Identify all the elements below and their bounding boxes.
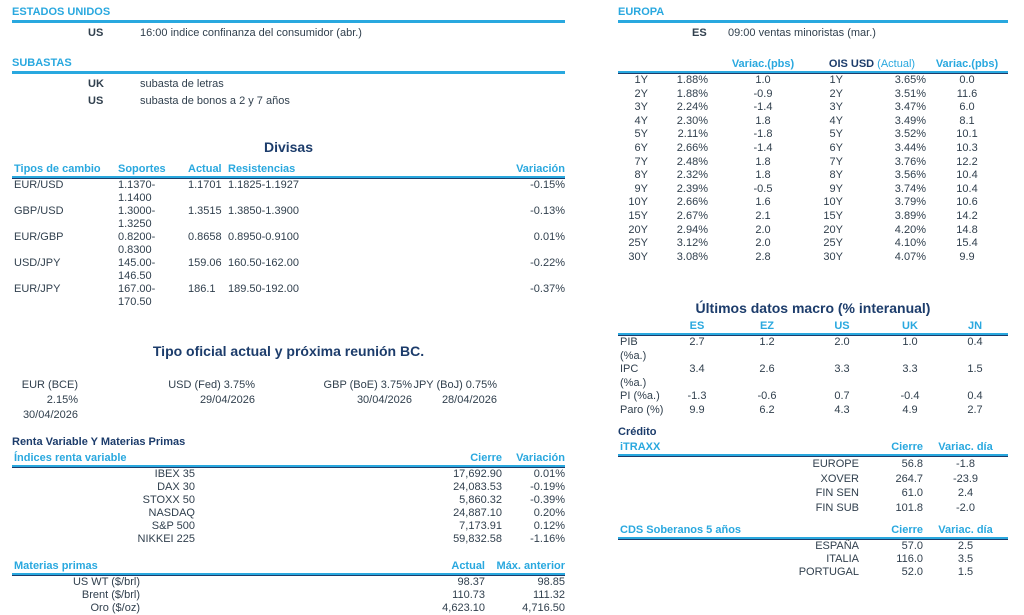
cell: 3.56% (894, 169, 926, 182)
cell: 1.1701 (188, 179, 222, 191)
column-header: Variac. día (938, 524, 993, 537)
bc-label: EUR (BCE) 2.15% (21, 379, 78, 406)
cell: 2.39% (676, 182, 708, 195)
left-column (12, 0, 565, 615)
cell: 98.85 (537, 576, 565, 588)
cell: 4.20% (894, 223, 926, 236)
event-text: 09:00 ventas minoristas (mar.) (728, 27, 876, 39)
cell: NASDAQ (148, 507, 195, 519)
bc-title: Tipo oficial actual y próxima reunión BC. (152, 343, 425, 359)
cell: -0.15% (530, 179, 565, 191)
section-title-subastas: SUBASTAS (12, 57, 72, 69)
cell: FIN SEN (815, 487, 859, 500)
cell: 186.1 (188, 283, 216, 295)
cell: 4.3 (834, 403, 850, 416)
region-label: US (88, 95, 104, 107)
cell: 2.32% (676, 169, 708, 182)
cell: 2.66% (676, 141, 708, 154)
cell: 24,887.10 (453, 507, 502, 519)
cell: 9Y (634, 182, 648, 195)
cell: 1.0 (902, 336, 918, 349)
cell: 3.44% (894, 141, 926, 154)
cell: 264.7 (895, 472, 923, 485)
cell: 10Y (823, 196, 843, 209)
macro-header-row (618, 320, 1008, 333)
cell: 3.5 (957, 553, 974, 566)
bc-row (12, 378, 565, 421)
column-header: Variac.(pbs) (731, 58, 795, 70)
cell: -0.22% (530, 257, 565, 269)
cell: 8Y (634, 169, 648, 182)
table-row (618, 237, 1008, 251)
cell: 5Y (829, 128, 843, 141)
cell: 145.00-146.50 (118, 257, 156, 282)
cell: -1.8 (753, 128, 773, 141)
cell: 2.0 (755, 237, 771, 250)
table-row (12, 283, 565, 309)
cell: 11.6 (956, 87, 978, 100)
event-text: 16:00 indice confinanza del consumidor (abr.) (140, 27, 362, 39)
cell: 2.7 (967, 403, 983, 416)
column-header: Soportes (118, 163, 166, 175)
cell: 3.89% (894, 209, 926, 222)
cell: 30Y (823, 250, 843, 263)
cell: 59,832.58 (453, 533, 502, 545)
cell: -0.13% (530, 205, 565, 217)
cell: 1.88% (676, 74, 708, 86)
table-row (12, 589, 565, 602)
cell: 0.4 (967, 336, 983, 349)
cell: 1.3850-1.3900 (228, 205, 299, 217)
cell: 1.88% (676, 87, 708, 100)
cell: 3.76% (894, 155, 926, 168)
spacer (618, 320, 666, 333)
cell: -2.0 (956, 501, 975, 514)
column-header: Actual (188, 163, 222, 175)
spacer (618, 58, 708, 71)
cell: 0.4 (967, 390, 983, 403)
column-header: Cierre (891, 524, 923, 537)
column-header: Variac.(pbs) (935, 58, 999, 70)
cell: 1Y (634, 74, 648, 86)
cell: 3Y (829, 101, 843, 114)
cell: XOVER (820, 472, 859, 485)
materias-primas-header-row (12, 560, 565, 573)
table-row (618, 390, 1008, 404)
cell: 10.4 (956, 182, 978, 195)
agenda-row (12, 78, 565, 91)
cell: 0.01% (533, 468, 565, 480)
cell: Oro ($/oz) (90, 602, 140, 614)
cell: 1.6 (755, 196, 771, 209)
column-header: Máx. anterior (496, 560, 565, 572)
table-row (618, 101, 1008, 115)
column-header: Cierre (891, 441, 923, 454)
cell: 15Y (628, 209, 648, 222)
cell: 2.0 (755, 223, 771, 236)
cell: 3.47% (894, 101, 926, 114)
cell: 159.06 (188, 257, 222, 269)
bc-label: JPY (BoJ) 0.75% (413, 379, 497, 391)
event-text: subasta de letras (140, 78, 224, 90)
table-row (618, 553, 1008, 566)
column-header: CDS Soberanos 5 años (620, 524, 742, 537)
column-header: ES (689, 320, 705, 333)
cell: -1.4 (753, 141, 773, 154)
cell: Brent ($/brl) (81, 589, 140, 601)
cell: ITALIA (826, 553, 859, 566)
row-label: Paro (%) (620, 403, 664, 416)
table-row (618, 501, 1008, 516)
cell: 3.49% (894, 114, 926, 127)
cell: 15Y (823, 209, 843, 222)
cell: 2.4 (957, 487, 974, 500)
bc-item (12, 378, 78, 423)
cell: 8.1 (959, 114, 975, 127)
cell: EUR/JPY (14, 283, 61, 295)
cell: 4.07% (894, 250, 926, 263)
cell: 8Y (829, 169, 843, 182)
cell: 25Y (628, 237, 648, 250)
cell: 3.79% (894, 196, 926, 209)
cell: 116.0 (896, 553, 923, 566)
cell: S&P 500 (151, 520, 195, 532)
cell: 2.66% (676, 196, 708, 209)
cell: 1Y (829, 74, 843, 86)
cell: 0.8950-0.9100 (228, 231, 299, 243)
cell: EUROPE (812, 458, 859, 471)
cell: -1.3 (687, 390, 707, 403)
cell: 1.1825-1.1927 (228, 179, 299, 191)
cell: IBEX 35 (154, 468, 195, 480)
column-header: Índices renta variable (14, 452, 127, 464)
cell: -1.16% (530, 533, 565, 545)
table-row (618, 363, 1008, 390)
cell: 98.37 (457, 576, 485, 588)
cell: GBP/USD (14, 205, 64, 217)
cell: 3.52% (894, 128, 926, 141)
cell: EUR/USD (14, 179, 64, 191)
table-row (12, 179, 565, 205)
cell: -1.4 (753, 101, 773, 114)
cell: 10.3 (956, 141, 978, 154)
cell: 10.6 (956, 196, 978, 209)
macro-title: Últimos datos macro (% interanual) (695, 300, 931, 317)
row-label: PI (%a.) (620, 390, 660, 403)
table-row (618, 566, 1008, 579)
cell: 167.00-170.50 (118, 283, 156, 308)
cell: -0.37% (530, 283, 565, 295)
column-header: UK (902, 320, 918, 333)
column-header: US (834, 320, 850, 333)
cell: 3.12% (676, 237, 708, 250)
cell: 2.7 (689, 336, 705, 349)
table-row (12, 257, 565, 283)
ois-actual-label: (Actual) (874, 58, 916, 70)
cell: 4,716.50 (522, 602, 565, 614)
cell: 2.48% (676, 155, 708, 168)
cell: 2.94% (676, 223, 708, 236)
cell: 9Y (829, 182, 843, 195)
divider (12, 71, 565, 74)
renta-variable-header-row (12, 452, 565, 465)
section-title-europa: EUROPA (618, 6, 665, 18)
cell: 6Y (829, 141, 843, 154)
credito-section-title: Crédito (618, 426, 657, 439)
cell: 5,860.32 (459, 494, 502, 506)
table-row (618, 169, 1008, 183)
table-row (618, 142, 1008, 156)
bc-date: 29/04/2026 (199, 394, 255, 406)
cell: PORTUGAL (798, 566, 859, 579)
region-label: ES (692, 27, 707, 39)
cell: 17,692.90 (453, 468, 502, 480)
table-row (618, 128, 1008, 142)
section-title-estados-unidos: ESTADOS UNIDOS (12, 6, 111, 18)
table-row (12, 231, 565, 257)
cell: -0.39% (530, 494, 565, 506)
cell: DAX 30 (157, 481, 195, 493)
column-header: EZ (759, 320, 775, 333)
column-header (818, 58, 926, 71)
cell: -1.8 (956, 458, 975, 471)
cell: ESPAÑA (815, 540, 859, 553)
cell: 1.8 (755, 155, 771, 168)
cell: 6.0 (959, 101, 975, 114)
bc-item (397, 378, 497, 408)
cell: 2.30% (676, 114, 708, 127)
column-header: JN (967, 320, 983, 333)
table-row (618, 115, 1008, 129)
divider (12, 20, 565, 23)
cell: 4Y (634, 114, 648, 127)
cell: 160.50-162.00 (228, 257, 299, 269)
column-header: Actual (451, 560, 485, 572)
cell: 1.3000-1.3250 (118, 205, 156, 230)
table-row (618, 404, 1008, 418)
cell: 111.32 (532, 589, 565, 601)
cell: -0.6 (757, 390, 777, 403)
bc-date: 28/04/2026 (441, 394, 497, 406)
cell: STOXX 50 (142, 494, 195, 506)
table-row (618, 486, 1008, 501)
table-row (618, 472, 1008, 487)
cell: 3.3 (834, 363, 850, 376)
cell: 1.8 (755, 114, 771, 127)
cell: 2.67% (676, 209, 708, 222)
table-row (12, 494, 565, 507)
cell: 12.2 (956, 155, 978, 168)
cell: 10.1 (956, 128, 978, 141)
column-header: Resistencias (228, 163, 296, 175)
cell: EUR/GBP (14, 231, 64, 243)
cell: USD/JPY (14, 257, 61, 269)
cell: 2Y (829, 87, 843, 100)
cell: 14.2 (956, 209, 978, 222)
cell: 189.50-192.00 (228, 283, 299, 295)
cell: 2.11% (677, 128, 708, 141)
cell: 20Y (823, 223, 843, 236)
column-header: Materias primas (14, 560, 98, 572)
cell: 3.08% (676, 250, 708, 263)
table-row (12, 520, 565, 533)
cell: 7Y (634, 155, 648, 168)
table-row (618, 183, 1008, 197)
bc-date: 30/04/2026 (356, 394, 412, 406)
table-row (618, 74, 1008, 88)
cell: FIN SUB (815, 501, 859, 514)
itraxx-header-row (618, 441, 1008, 454)
cell: 4.9 (902, 403, 918, 416)
cell: 0.12% (533, 520, 565, 532)
cell: 3Y (634, 101, 648, 114)
table-row (618, 224, 1008, 238)
cell: 10.4 (956, 169, 978, 182)
column-header: iTRAXX (620, 441, 661, 454)
cell: 5Y (634, 128, 648, 141)
column-header: Variación (516, 452, 565, 464)
cell: 20Y (628, 223, 648, 236)
cell: 9.9 (689, 403, 705, 416)
cell: 4,623.10 (442, 602, 485, 614)
spacer (12, 27, 88, 40)
cell: 1.3515 (188, 205, 222, 217)
cell: 9.9 (959, 250, 975, 263)
cell: 3.74% (894, 182, 926, 195)
cell: 14.8 (956, 223, 978, 236)
spacer (12, 78, 88, 91)
cell: 57.0 (901, 540, 923, 553)
cell: 7Y (829, 155, 843, 168)
table-row (618, 156, 1008, 170)
cell: 0.8658 (188, 231, 222, 243)
cell: 0.7 (834, 390, 850, 403)
cell: 7,173.91 (459, 520, 502, 532)
renta-variable-section-title: Renta Variable Y Materias Primas (12, 436, 186, 448)
cell: 6Y (634, 141, 648, 154)
cell: 2.0 (834, 336, 850, 349)
cell: 15.4 (956, 237, 978, 250)
cell: 4Y (829, 114, 843, 127)
cell: 2.8 (755, 250, 771, 263)
cell: -0.4 (900, 390, 920, 403)
table-row (12, 468, 565, 481)
spacer (12, 95, 88, 108)
cell: 56.8 (901, 458, 923, 471)
cell: 2.6 (759, 363, 775, 376)
column-header: Tipos de cambio (14, 163, 101, 175)
cell: -23.9 (952, 472, 979, 485)
divisas-header-row (12, 163, 565, 176)
cell: 0.8200-0.8300 (118, 231, 156, 256)
table-row (618, 196, 1008, 210)
divider (618, 20, 1008, 23)
cell: 6.2 (759, 403, 775, 416)
table-row (618, 210, 1008, 224)
cell: 1.2 (759, 336, 775, 349)
cell: 10Y (628, 196, 648, 209)
column-header: Variac. día (938, 441, 993, 454)
bc-label: GBP (BoE) 3.75% (323, 379, 412, 391)
agenda-row (12, 95, 565, 108)
cell: 3.51% (894, 87, 926, 100)
cell: 3.3 (902, 363, 918, 376)
cell: 61.0 (901, 487, 923, 500)
table-row (12, 533, 565, 546)
table-row (12, 205, 565, 231)
ois-usd-label: OIS USD (828, 58, 875, 70)
cell: 1.0 (755, 74, 771, 86)
cell: 0.01% (533, 231, 565, 243)
cell: 2.24% (676, 101, 708, 114)
column-header: Variación (516, 163, 565, 175)
divisas-title: Divisas (263, 139, 314, 155)
right-column (618, 0, 1008, 579)
cell: 2Y (634, 87, 648, 100)
row-label: PIB (%a.) (620, 336, 647, 362)
cell: NIKKEI 225 (137, 533, 195, 545)
cell: 1.5 (967, 363, 983, 376)
cell: -0.5 (753, 182, 773, 195)
cell: 110.73 (452, 589, 485, 601)
region-label: UK (88, 78, 104, 90)
swaps-header-row (618, 58, 1008, 71)
cell: US WT ($/brl) (72, 576, 140, 588)
spacer (618, 27, 692, 40)
agenda-row (12, 27, 565, 40)
cell: 25Y (823, 237, 843, 250)
cell: 30Y (628, 250, 648, 263)
table-row (618, 88, 1008, 102)
cell: 52.0 (901, 566, 923, 579)
table-row (618, 540, 1008, 553)
cell: 2.1 (755, 209, 771, 222)
cell: 0.20% (533, 507, 565, 519)
cell: 24,083.53 (453, 481, 502, 493)
cell: 2.5 (957, 540, 974, 553)
bc-label: USD (Fed) 3.75% (168, 379, 255, 391)
cell: 3.4 (689, 363, 705, 376)
cell: 1.1370-1.1400 (118, 179, 156, 204)
region-label: US (88, 27, 104, 39)
table-row (618, 457, 1008, 472)
table-row (12, 481, 565, 494)
table-row (618, 336, 1008, 363)
cds-header-row (618, 524, 1008, 537)
agenda-row (618, 27, 1008, 40)
cell: -0.19% (530, 481, 565, 493)
row-label: IPC (%a.) (620, 363, 647, 389)
cell: 101.8 (895, 501, 923, 514)
table-row (12, 507, 565, 520)
bc-item (155, 378, 255, 408)
event-text: subasta de bonos a 2 y 7 años (140, 95, 290, 107)
cell: 3.65% (894, 74, 926, 86)
cell: -0.9 (753, 87, 773, 100)
cell: 0.0 (959, 74, 975, 86)
cell: 1.8 (755, 169, 771, 182)
bc-date: 30/04/2026 (22, 409, 78, 421)
table-row (618, 251, 1008, 265)
table-row (12, 576, 565, 589)
cell: 1.5 (957, 566, 974, 579)
cell: 4.10% (894, 237, 926, 250)
table-row (12, 602, 565, 615)
column-header: Cierre (470, 452, 502, 464)
